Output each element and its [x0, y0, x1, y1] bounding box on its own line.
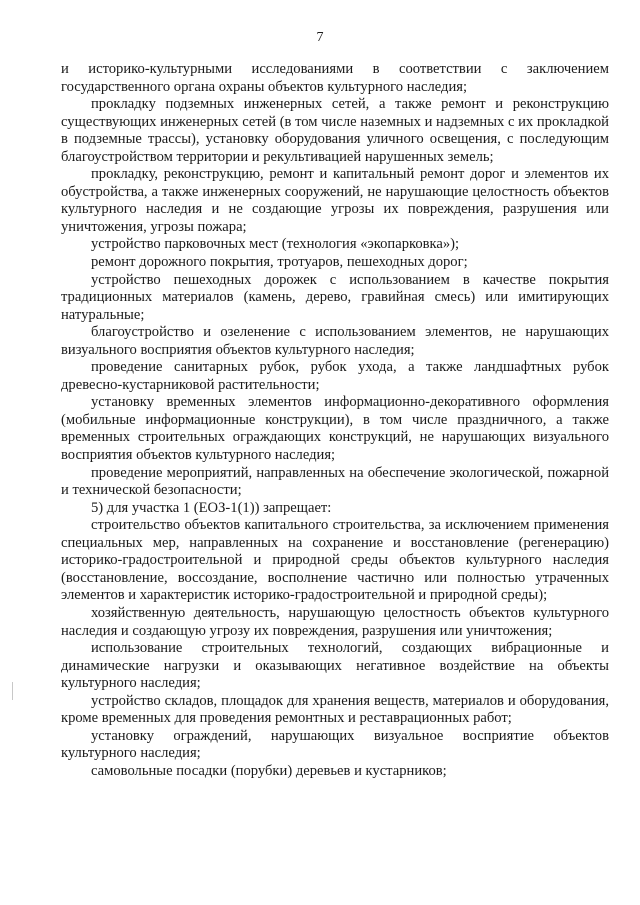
paragraph: проведение мероприятий, направленных на обеспечение экологической, пожарной и технической безопасности; — [61, 464, 609, 499]
paragraph: устройство складов, площадок для хранения веществ, материалов и оборудования, кроме временных для проведения ремонтных и реставрационных работ; — [61, 692, 609, 727]
paragraph: самовольные посадки (порубки) деревьев и кустарников; — [91, 762, 447, 779]
paragraph: установку ограждений, нарушающих визуальное восприятие объектов культурного наследия; — [61, 727, 609, 762]
paragraph: устройство парковочных мест (технология «экопарковка»); — [91, 236, 460, 253]
paragraph: установку временных элементов информационно-декоративного оформления (мобильные информационные конструкции), в том числе праздничного, а также временных строительных ограждающих конструкций, не нарушающих визуального восприятия объектов культурного наследия; — [61, 394, 609, 464]
scan-artifact — [12, 682, 13, 700]
document-body — [61, 61, 609, 780]
paragraph: проведение санитарных рубок, рубок ухода, а также ландшафтных рубок древесно-кустарниковой растительности; — [61, 359, 609, 393]
paragraph: и историко-культурными исследованиями в соответствии с заключением государственного органа охраны объектов культурного наследия; — [61, 61, 609, 95]
paragraph: ремонт дорожного покрытия, тротуаров, пешеходных дорог; — [91, 254, 468, 271]
paragraph: хозяйственную деятельность, нарушающую целостность объектов культурного наследия и создающую угрозу их повреждения, разрушения или уничтожения; — [61, 604, 609, 639]
paragraph: прокладку, реконструкцию, ремонт и капитальный ремонт дорог и элементов их обустройства, а также инженерных сооружений, не нарушающие целостность объектов культурного наследия и не создающие угрозы их повреждения, разрушения или уничтожения, угрозы пожара; — [61, 166, 609, 235]
paragraph: строительство объектов капитального строительства, за исключением применения специальных мер, направленных на сохранение и восстановление (регенерацию) историко-градостроительной и природной среды объектов культурного наследия (восстановление, воссоздание, восполнение частично или полностью утраченных элементов и характеристик историко-градостроительной и природной среды); — [61, 517, 609, 604]
page-number: 7 — [316, 30, 324, 45]
paragraph: использование строительных технологий, создающих вибрационные и динамические нагрузки и оказывающих негативное воздействие на объекты культурного наследия; — [61, 640, 609, 692]
paragraph: устройство пешеходных дорожек с использованием в качестве покрытия традиционных материалов (камень, дерево, гравийная смесь) или имитирующих натуральные; — [61, 271, 609, 323]
paragraph: прокладку подземных инженерных сетей, а также ремонт и реконструкцию существующих инженерных сетей (в том числе наземных и надземных с их прокладкой в подземные трассы), установку оборудования уличного освещения, с последующим благоустройством территории и рекультивацией нарушенных земель; — [61, 96, 609, 165]
section-heading: 5) для участка 1 (ЕОЗ-1(1)) запрещает: — [91, 499, 332, 516]
paragraph: благоустройство и озеленение с использованием элементов, не нарушающих визуального восприятия объектов культурного наследия; — [61, 324, 609, 358]
